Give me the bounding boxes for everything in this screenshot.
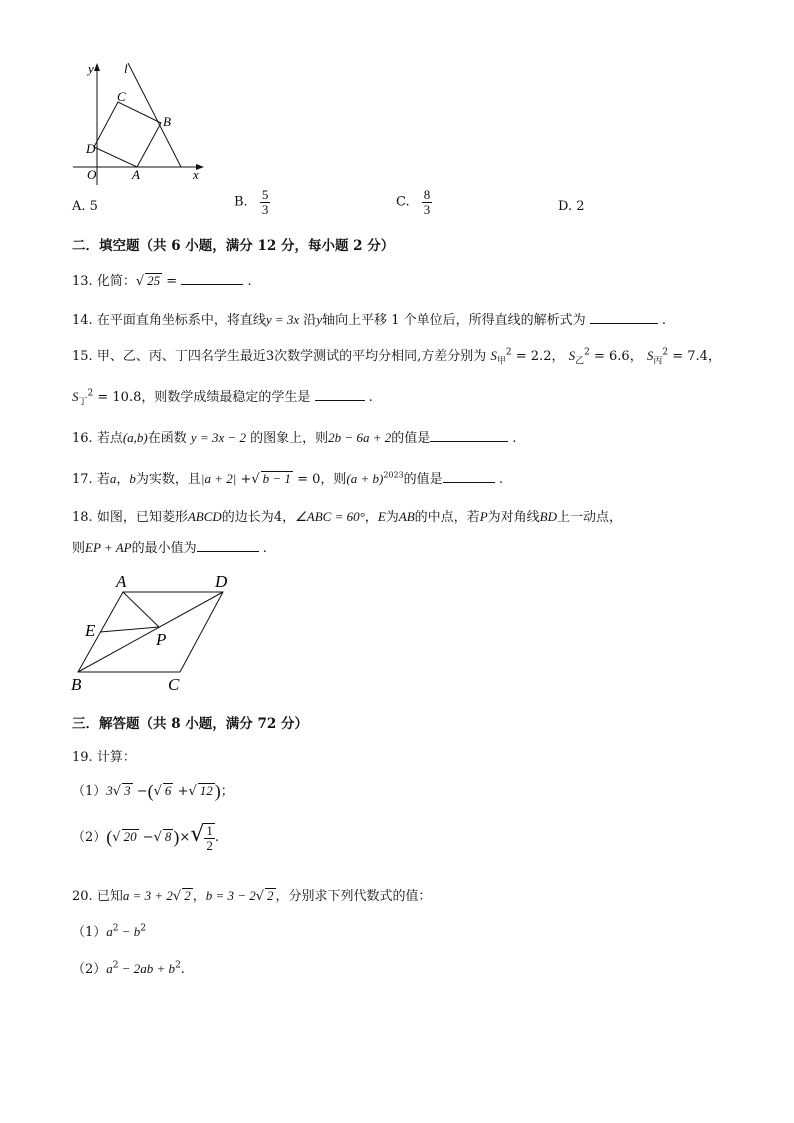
line-l: [128, 63, 181, 167]
option-c: [396, 188, 432, 216]
q15-value-yi: = 6.6: [594, 349, 630, 364]
q16-text-3: 的图象上，则: [250, 431, 329, 446]
figure-rhombus: [68, 568, 243, 696]
q19-p2-radicand-2: 8: [164, 829, 172, 844]
q15-text-1: 甲、乙、丙、丁四名学生最近3次数学测试的平均分相同,方差分别为: [96, 349, 487, 364]
q19-p2-radical-2: √: [153, 830, 162, 845]
q18-text-7: 为对角线: [487, 510, 540, 525]
q19-text: 计算：: [96, 750, 136, 765]
q17-text-1: 若: [96, 472, 110, 487]
q14-text-2: 沿: [303, 313, 317, 328]
q20-separator: ，: [192, 889, 206, 904]
q19-p1-radical-3: √: [188, 784, 197, 799]
q15-sub-ding: 丁: [78, 397, 88, 408]
q17-text-4: ，则: [320, 472, 347, 487]
q18-line2-text-1: 则: [72, 541, 86, 556]
q20-p1-a-exponent: 2: [112, 923, 119, 934]
q18-ep-ap: EP + AP: [85, 540, 132, 555]
q13-radicand: 25: [147, 273, 161, 288]
q17-power-exponent: 2023: [383, 470, 404, 480]
q13-end: .: [247, 274, 252, 289]
q17-text-5: 的值是: [403, 472, 443, 487]
q18-e: E: [377, 509, 386, 524]
q19-p2-open-paren: (: [106, 827, 113, 847]
q18-abcd: ABCD: [187, 509, 222, 524]
q15-sq-yi: 2: [584, 347, 590, 358]
option-b: [234, 188, 270, 216]
label-o: O: [87, 167, 97, 182]
q19-p1-open-paren: (: [147, 781, 154, 801]
q20-text-1: 已知: [96, 889, 123, 904]
q16-answer-blank[interactable]: [430, 429, 508, 442]
q18-four: 4: [273, 510, 283, 525]
q18-text-1: 如图，已知菱形: [96, 510, 188, 525]
label-b: B: [163, 114, 171, 129]
q16-text-2: 在函数: [147, 431, 187, 446]
question-18-line-1: [72, 506, 622, 525]
q19-p1-radicand-1: 3: [124, 783, 131, 798]
q19-p2-times: ×: [179, 830, 191, 845]
q19-p1-coefficient: 3: [106, 783, 113, 798]
q17-plus: +: [240, 472, 252, 487]
q19-p2-minus: −: [142, 830, 154, 845]
label-l: l: [124, 61, 128, 76]
q16-point: (a,b): [122, 430, 148, 445]
q19-p2-end: .: [214, 830, 219, 845]
q15-s-yi: S: [568, 348, 576, 363]
label-a: A: [132, 167, 140, 182]
option-c-fraction: [422, 188, 433, 216]
q20-a-definition: a = 3 + 2: [122, 888, 173, 903]
q19-p2-fraction: [204, 823, 215, 852]
q17-power-base: (a + b): [346, 471, 384, 486]
q18-number: 18.: [72, 510, 93, 525]
q15-value-jia: = 2.2: [515, 349, 552, 364]
q18-text-5: 为: [385, 510, 399, 525]
q19-p2-numerator: 1: [206, 822, 213, 838]
question-20: [72, 885, 432, 904]
q16-expression: 2b − 6a + 2: [328, 430, 392, 445]
q17-answer-blank[interactable]: [443, 470, 495, 483]
q19-p1-radical-2: √: [153, 784, 162, 799]
q19-p1-label: （1）: [72, 784, 107, 799]
q20-p1-label: （1）: [72, 925, 107, 940]
label-c: C: [168, 675, 180, 694]
option-b-denominator: 3: [261, 201, 269, 217]
y-axis-arrow: [94, 63, 100, 71]
q17-radicand: b − 1: [262, 471, 291, 486]
q15-s-ding: S: [72, 389, 79, 404]
q13-answer-blank[interactable]: [181, 272, 243, 285]
q18-text-3: ，: [282, 510, 296, 525]
q19-p2-radical-1: √: [112, 830, 121, 845]
square-abcd: [94, 102, 161, 167]
q13-equals: =: [166, 274, 178, 289]
q17-b: b: [129, 471, 136, 486]
q18-p: P: [479, 509, 488, 524]
label-d: D: [86, 141, 96, 156]
q19-p1-radicand-3: 12: [199, 783, 213, 798]
label-c: C: [117, 89, 126, 104]
q17-absolute: |a + 2|: [200, 471, 237, 486]
figure-coordinate-square: [70, 55, 215, 187]
option-c-denominator: 3: [423, 201, 431, 217]
label-e: E: [85, 621, 96, 640]
q20-radicand-1: 2: [184, 888, 191, 903]
q14-text-1: 在平面直角坐标系中，将直线: [96, 313, 266, 328]
q14-text-3: 轴向上平移 1 个单位后，所得直线的解析式为: [322, 313, 586, 328]
q18-angle: ∠ABC = 60°: [295, 509, 365, 524]
q15-sub-bing: 丙: [653, 356, 663, 367]
q19-p1-plus: +: [177, 784, 189, 799]
q19-p1-end: ；: [220, 784, 234, 799]
q19-p2-denominator: 2: [206, 837, 213, 853]
option-a: A. 5: [72, 199, 98, 214]
q16-end: .: [512, 431, 517, 446]
q15-sub-jia: 甲: [496, 356, 506, 367]
label-d: D: [215, 572, 228, 591]
q19-p1-minus: −: [136, 784, 148, 799]
q14-answer-blank[interactable]: [590, 311, 658, 324]
q15-end: .: [368, 390, 373, 405]
q18-text-6: 的中点，若: [414, 510, 480, 525]
q15-value-bing: = 7.4: [672, 349, 708, 364]
q15-text-2: ，则数学成绩最稳定的学生是: [141, 390, 311, 405]
q17-radical-sign: √: [251, 472, 260, 487]
q13-text: 化简：: [96, 274, 136, 289]
q18-answer-blank[interactable]: [197, 539, 259, 552]
q20-p2-b-exponent: 2: [175, 960, 181, 971]
question-20-part-1: [72, 921, 146, 940]
q17-number: 17.: [72, 472, 93, 487]
q19-p2-radical-3: √: [190, 822, 205, 847]
q19-p1-radicand-2: 6: [164, 783, 172, 798]
label-b: B: [71, 675, 82, 694]
question-19-part-1: [72, 780, 234, 802]
q18-bd: BD: [539, 509, 557, 524]
q15-sq-ding: 2: [87, 388, 94, 399]
q20-p2-end: .: [180, 962, 185, 977]
q16-number: 16.: [72, 431, 93, 446]
q13-radical-sign: √: [135, 274, 145, 289]
option-b-fraction: [260, 188, 271, 216]
question-19-part-2: [72, 822, 219, 852]
segment-ap: [123, 592, 159, 627]
q15-sub-yi: 乙: [575, 356, 585, 367]
question-16: [72, 427, 517, 446]
option-d: D. 2: [558, 199, 585, 214]
section-2-heading: 二．填空题（共 6 小题，满分 12 分，每小题 2 分）: [72, 238, 395, 254]
q18-line2-text-2: 的最小值为: [131, 541, 197, 556]
q15-value-ding: = 10.8: [97, 390, 142, 405]
q19-p2-label: （2）: [72, 830, 107, 845]
label-x: x: [193, 167, 199, 182]
q20-b-definition: b = 3 − 2: [205, 888, 256, 903]
question-13: [72, 270, 252, 289]
q18-text-4: ，: [364, 510, 378, 525]
q17-equals: = 0: [297, 472, 321, 487]
q20-p2-label: （2）: [72, 962, 107, 977]
q16-text-4: 的值是: [391, 431, 431, 446]
label-y: y: [88, 61, 94, 76]
q19-p1-radical-1: √: [112, 784, 122, 799]
q13-number: 13.: [72, 274, 93, 289]
q20-number: 20.: [72, 889, 93, 904]
q20-p1-minus-b: − b: [118, 924, 141, 939]
option-c-prefix: C.: [396, 194, 410, 210]
q16-function: y = 3x − 2: [190, 430, 247, 445]
q14-y: y: [316, 312, 323, 327]
q20-radical-1: √: [172, 889, 182, 904]
q18-end: .: [262, 541, 267, 556]
q20-p2-a: a: [106, 961, 113, 976]
q15-answer-blank[interactable]: [315, 388, 365, 401]
q19-p2-close-paren: ): [173, 827, 180, 847]
q14-end: .: [661, 313, 667, 328]
option-c-numerator: 8: [423, 187, 431, 202]
q20-p1-b-exponent: 2: [140, 923, 147, 934]
q16-text-1: 若点: [96, 431, 123, 446]
section-3-heading: 三．解答题（共 8 小题，满分 72 分）: [72, 716, 308, 732]
q20-p2-a-exponent: 2: [112, 960, 119, 971]
q18-text-8: 上一动点，: [557, 510, 623, 525]
segment-ep: [100, 627, 159, 632]
question-20-part-2: [72, 958, 185, 977]
q15-sq-bing: 2: [662, 347, 669, 358]
q15-s-bing: S: [646, 348, 654, 363]
question-14: [72, 309, 666, 328]
option-b-prefix: B.: [234, 194, 248, 210]
q14-number: 14.: [72, 313, 93, 328]
q20-radical-2: √: [255, 889, 265, 904]
q15-sq-jia: 2: [505, 347, 512, 358]
q20-p1-a: a: [106, 924, 113, 939]
label-a: A: [116, 572, 127, 591]
q20-text-2: ，分别求下列代数式的值：: [275, 889, 432, 904]
question-19: [72, 746, 136, 765]
q17-a: a: [109, 471, 117, 486]
question-18-line-2: [72, 537, 267, 556]
q15-s-jia: S: [490, 348, 497, 363]
question-15-line-1: 15. 甲、乙、丙、丁四名学生最近3次数学测试的平均分相同,方差分别为 $S_甲^2 = 2.2$， $S_乙^2 = 6.6$， $S_丙^2 = 7.4$，: [72, 347, 721, 367]
q19-p2-radicand-1: 20: [123, 829, 137, 844]
q14-line-expression: y = 3x: [265, 312, 300, 327]
label-p: P: [156, 630, 167, 649]
q15-number: 15.: [72, 349, 93, 364]
q17-text-3: 为实数，且: [135, 472, 201, 487]
q17-end: .: [498, 472, 503, 487]
question-17: [72, 468, 503, 487]
q20-p2-middle: − 2ab + b: [118, 961, 176, 976]
q19-p1-close-paren: ): [214, 781, 221, 801]
q18-ab: AB: [398, 509, 415, 524]
q18-text-2: 的边长为: [221, 510, 274, 525]
option-b-numerator: 5: [261, 187, 269, 202]
question-15-line-2: [72, 386, 373, 408]
q19-number: 19.: [72, 750, 93, 765]
q20-radicand-2: 2: [267, 888, 274, 903]
q17-text-2: ，: [116, 472, 130, 487]
